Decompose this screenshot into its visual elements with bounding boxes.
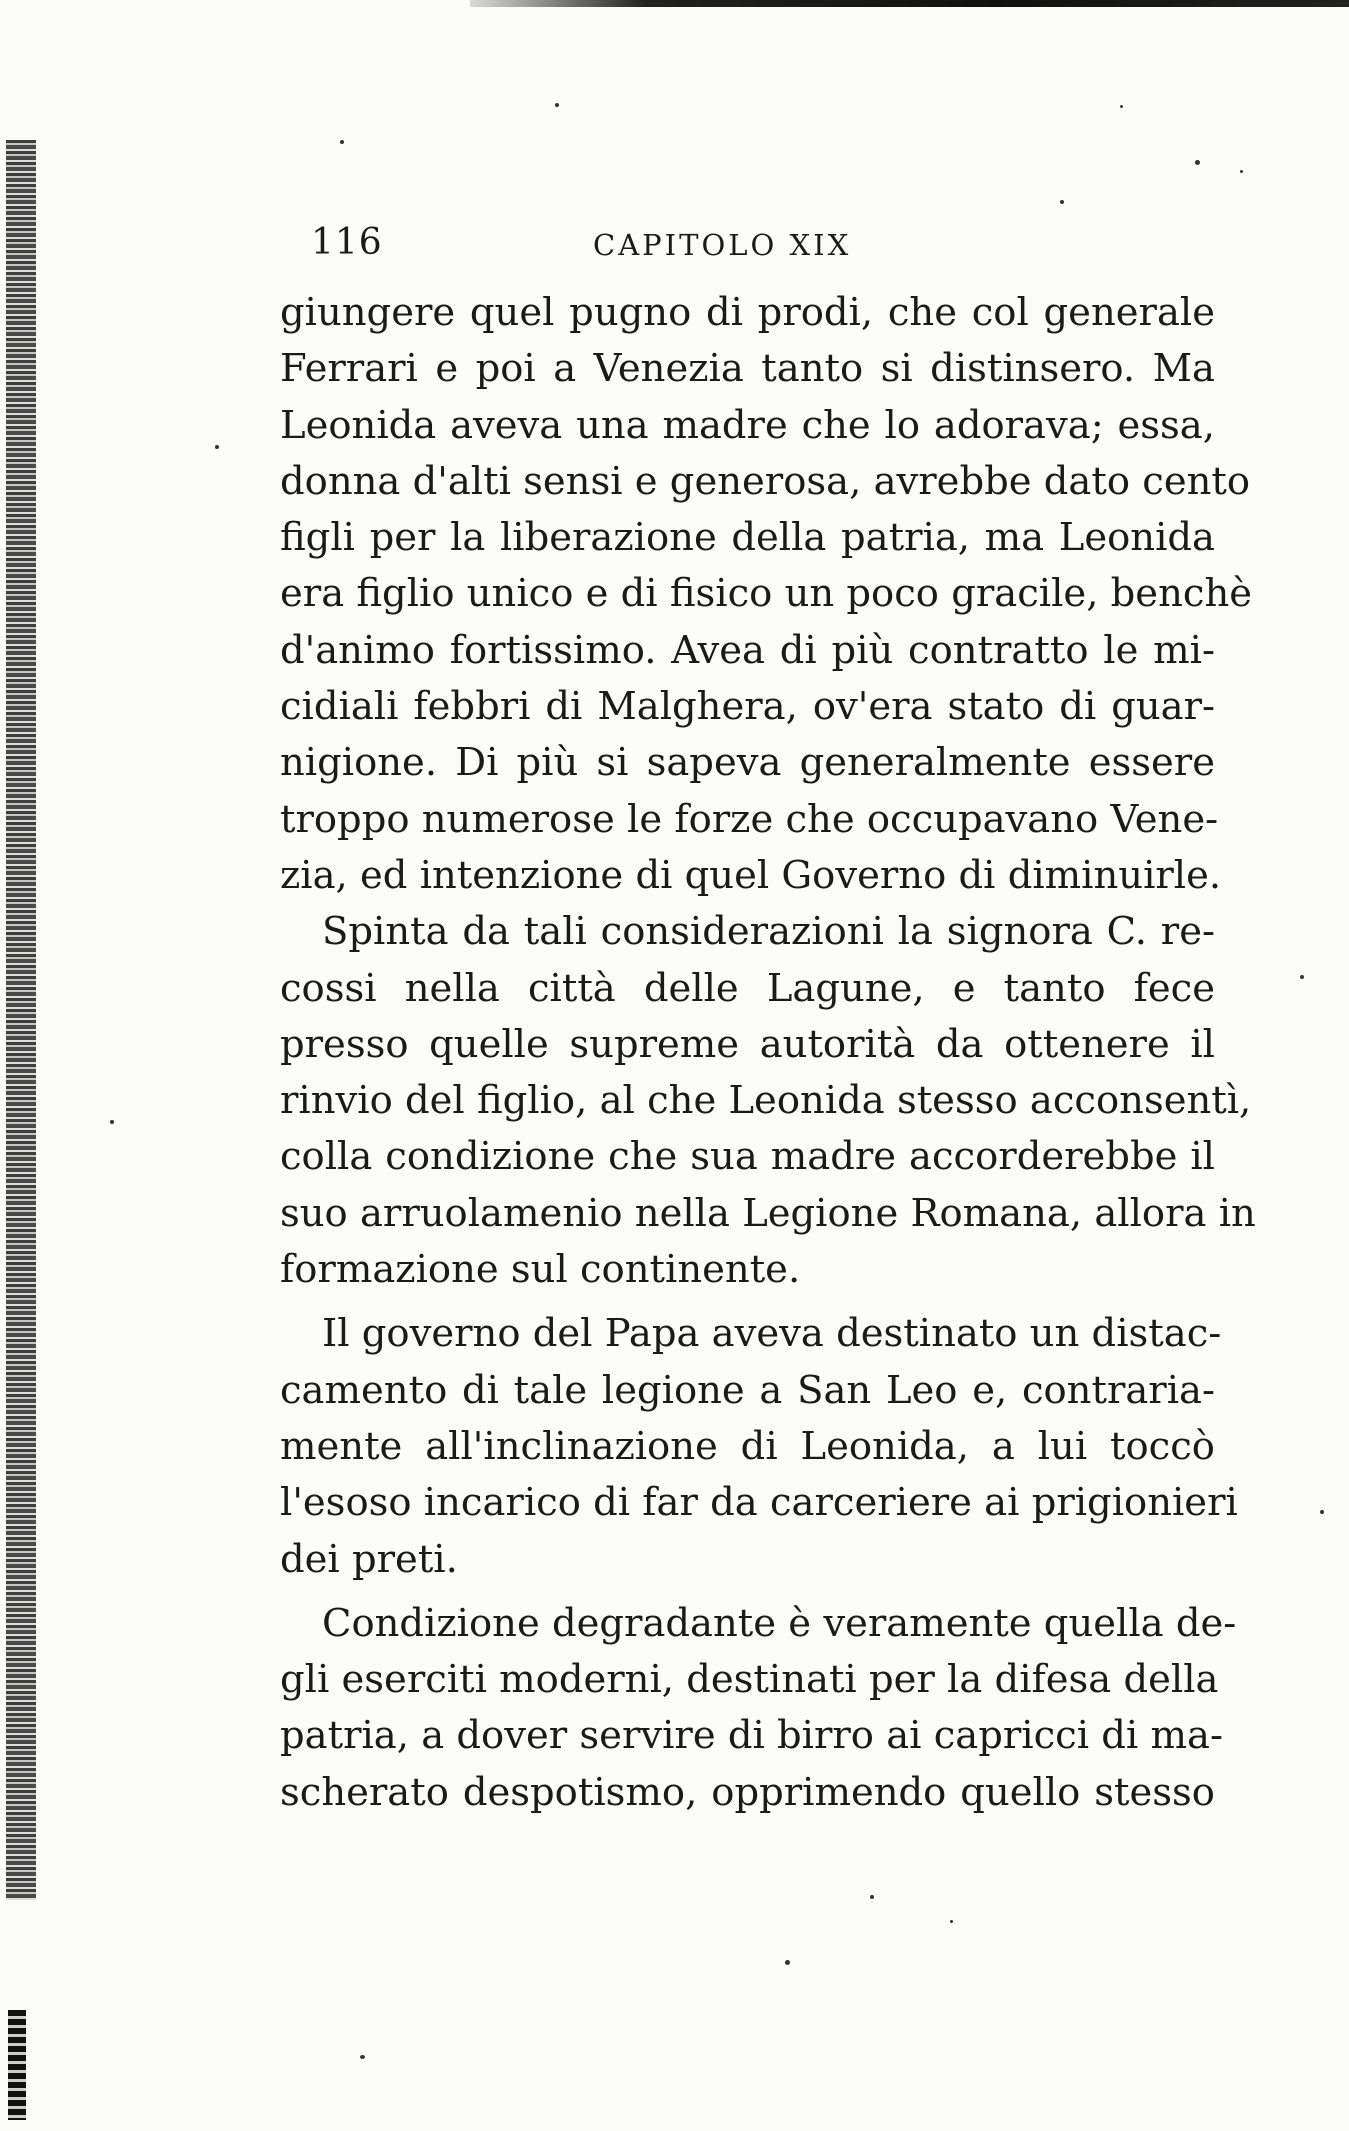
chapter-title: CAPITOLO XIX (593, 228, 852, 262)
scan-speck (1300, 975, 1304, 979)
body-text (280, 285, 1256, 1821)
scan-speck (1120, 105, 1123, 108)
text-line: camento di tale legione a San Leo e, contraria- (280, 1367, 1215, 1413)
page-number: 116 (311, 222, 383, 263)
scan-speck (555, 103, 559, 107)
scan-top-edge (470, 0, 1349, 7)
scan-speck (1240, 170, 1243, 173)
text-line: formazione sul continente. (280, 1247, 801, 1293)
text-line: mente all'inclinazione di Leonida, a lui toccò (280, 1423, 1215, 1469)
scan-speck (870, 1895, 874, 1899)
scan-speck (215, 445, 219, 449)
text-line: dei preti. (280, 1536, 458, 1582)
text-line: Il governo del Papa aveva destinato un distac- (322, 1311, 1222, 1357)
text-line: giungere quel pugno di prodi, che col generale (280, 290, 1215, 335)
text-line: era figlio unico e di fisico un poco gracile, benchè (280, 571, 1253, 617)
text-line: rinvio del figlio, al che Leonida stesso acconsentì, (280, 1078, 1252, 1124)
scan-speck (360, 2055, 365, 2059)
text-line: gli eserciti moderni, destinati per la difesa della (280, 1657, 1219, 1703)
scan-speck (1195, 160, 1200, 165)
text-line: Condizione degradante è veramente quella de- (322, 1600, 1237, 1646)
scan-binding-edge-lower (8, 2010, 26, 2120)
text-line: Ferrari e poi a Venezia tanto si distinsero. Ma (280, 346, 1215, 392)
text-line: Leonida aveva una madre che lo adorava; essa, (280, 402, 1215, 448)
scan-speck (950, 1920, 953, 1923)
text-line: troppo numerose le forze che occupavano Vene- (280, 796, 1219, 842)
text-line: Spinta da tali considerazioni la signora C. re- (322, 909, 1215, 955)
text-line: scherato despotismo, opprimendo quello stesso (280, 1769, 1215, 1815)
scan-speck (340, 140, 344, 144)
scan-binding-edge (6, 140, 36, 1900)
text-line: cossi nella città delle Lagune, e tanto fece (280, 965, 1215, 1011)
text-line: presso quelle supreme autorità da ottenere il (280, 1021, 1215, 1067)
scan-speck (1060, 200, 1064, 204)
text-line: zia, ed intenzione di quel Governo di diminuirle. (280, 852, 1222, 898)
text-line: donna d'alti sensi e generosa, avrebbe dato cento (280, 458, 1251, 504)
text-line: patria, a dover servire di birro ai capricci di ma- (280, 1713, 1223, 1759)
text-line: nigione. Di più si sapeva generalmente essere (280, 740, 1215, 786)
running-head (283, 222, 1213, 272)
text-line: l'esoso incarico di far da carceriere ai prigionieri (280, 1480, 1238, 1526)
text-line: figli per la liberazione della patria, ma Leonida (280, 515, 1215, 561)
scan-speck (1320, 1510, 1324, 1514)
text-line: cidiali febbri di Malghera, ov'era stato di guar- (280, 684, 1215, 730)
text-line: d'animo fortissimo. Avea di più contratto le mi- (280, 627, 1215, 673)
text-line: colla condizione che sua madre accorderebbe il (280, 1134, 1215, 1180)
scan-speck (785, 1960, 790, 1965)
scan-speck (110, 1120, 114, 1124)
text-line: suo arruolamenio nella Legione Romana, allora in (280, 1190, 1256, 1236)
